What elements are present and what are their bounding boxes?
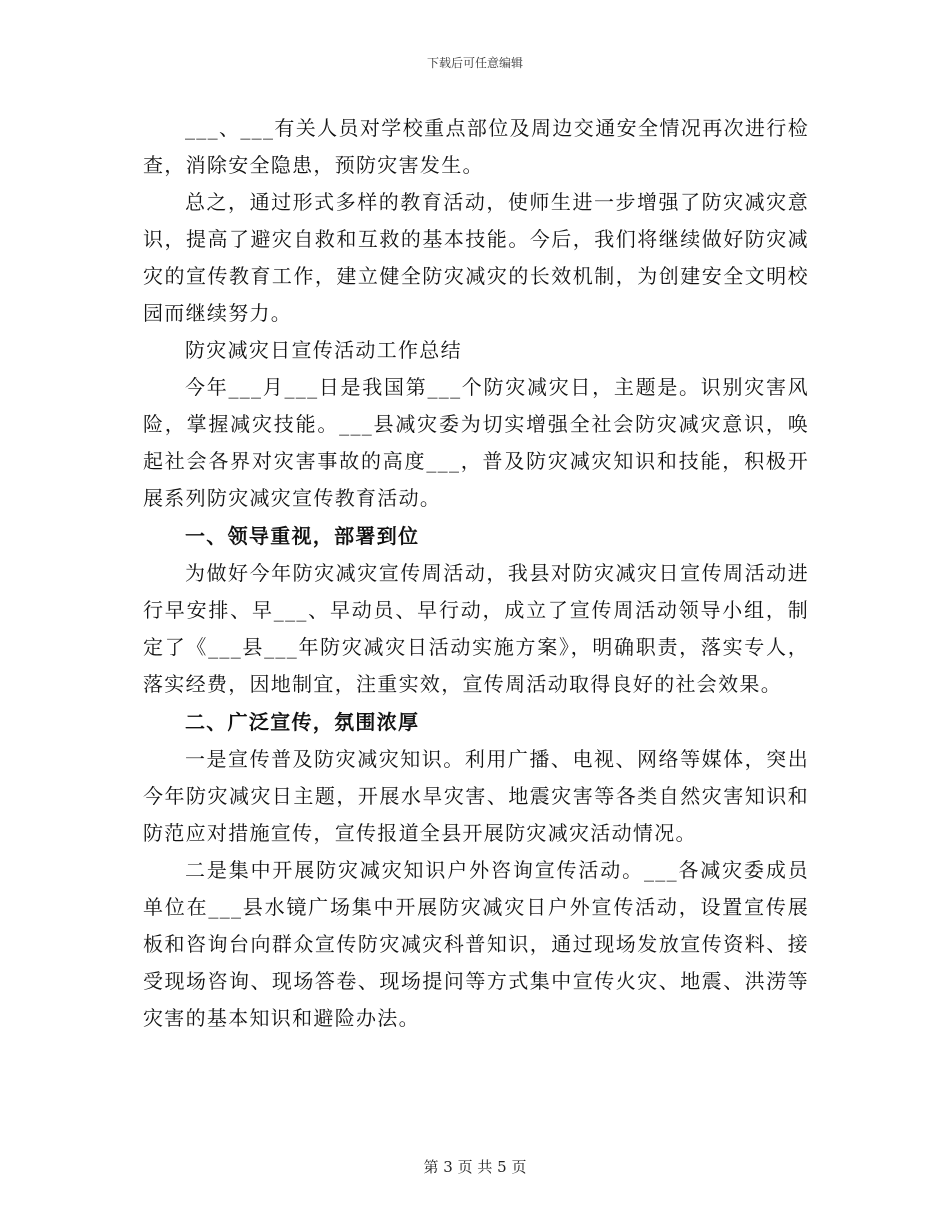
paragraph-conclusion: 总之，通过形式多样的教育活动，使师生进一步增强了防灾减灾意识，提高了避灾自救和互救的基本技能。今后，我们将继续做好防灾减灾的宣传教育工作，建立健全防灾减灾的长效机制，为创建安全文明校园而继续努力。: [143, 190, 809, 325]
page-number: 第 3 页 共 5 页: [423, 1158, 527, 1176]
paragraph-intro: 今年___月___日是我国第___个防灾减灾日，主题是。识别灾害风险，掌握减灾技能。___县减灾委为切实增强全社会防灾减灾意识，唤起社会各界对灾害事故的高度___，普及防灾减灾知识和技能，积极开展系列防灾减灾宣传教育活动。: [143, 375, 809, 510]
document-subtitle: 防灾减灾日宣传活动工作总结: [185, 338, 462, 362]
header-note: 下载后可任意编辑: [426, 56, 523, 70]
document-body: [143, 110, 809, 1037]
section-heading-leadership: 一、领导重视，部署到位: [185, 524, 420, 548]
paragraph-publicity-1: 一是宣传普及防灾减灾知识。利用广播、电视、网络等媒体，突出今年防灾减灾日主题，开展水旱灾害、地震灾害等各类自然灾害知识和防范应对措施宣传，宣传报道全县开展防灾减灾活动情况。: [143, 747, 809, 845]
section-heading-publicity: 二、广泛宣传，氛围浓厚: [185, 710, 420, 734]
paragraph-publicity-2: 二是集中开展防灾减灾知识户外咨询宣传活动。___各减灾委成员单位在___县水镜广场集中开展防灾减灾日户外宣传活动，设置宣传展板和咨询台向群众宣传防灾减灾科普知识，通过现场发放宣传资料、接受现场咨询、现场答卷、现场提问等方式集中宣传火灾、地震、洪涝等灾害的基本知识和避险办法。: [143, 858, 809, 1030]
paragraph-leadership: 为做好今年防灾减灾宣传周活动，我县对防灾减灾日宣传周活动进行早安排、早___、早动员、早行动，成立了宣传周活动领导小组，制定了《___县___年防灾减灾日活动实施方案》，明确职责，落实专人，落实经费，因地制宜，注重实效，宣传周活动取得良好的社会效果。: [143, 561, 809, 696]
paragraph-inspection: ___、___有关人员对学校重点部位及周边交通安全情况再次进行检查，消除安全隐患，预防灾害发生。: [143, 116, 809, 177]
